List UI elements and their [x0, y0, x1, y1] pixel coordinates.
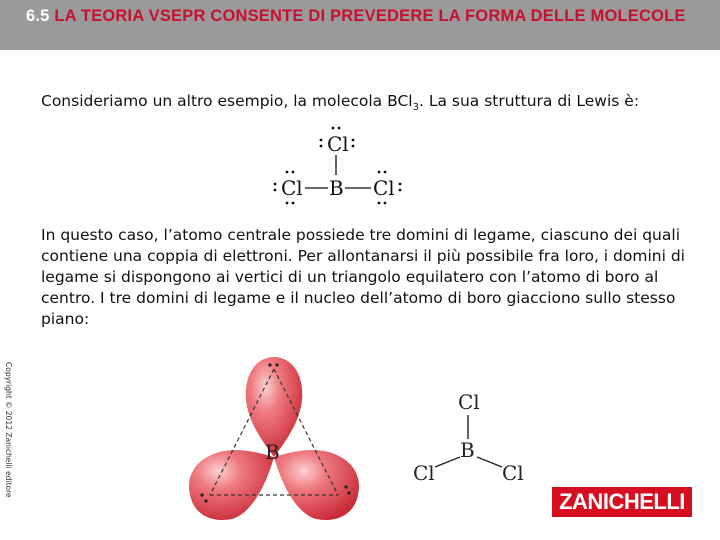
struct-right-cl: Cl	[502, 461, 524, 485]
explanation-paragraph: In questo caso, l’atomo centrale possiede tre domini di legame, ciascuno dei quali contiene una coppia di elettroni. Per allontanarsi il più possibile fra loro, i domini di legame si dispongono ai vertici di un triangolo equilatero con l’atomo di boro al centro. I tre domini di legame e il nucleo dell’atomo di boro giacciono sullo stesso piano:	[41, 226, 685, 328]
slide-title	[26, 6, 686, 26]
orbital-model	[176, 355, 376, 525]
intro-text: Consideriamo un altro esempio, la molecola BCl	[41, 92, 413, 110]
lewis-right-cl: Cl	[373, 176, 395, 200]
left-lobe	[189, 450, 274, 520]
copyright-notice	[2, 362, 16, 532]
struct-bond-right	[477, 457, 502, 467]
lewis-left-cl: Cl	[281, 176, 303, 200]
structural-formula	[405, 385, 535, 485]
right-lobe	[274, 450, 359, 520]
lewis-structure	[265, 124, 425, 206]
formula-subscript: 3	[412, 102, 419, 114]
intro-text-end: . La sua struttura di Lewis è:	[418, 92, 640, 110]
header-bar	[0, 0, 720, 50]
lewis-top-cl: Cl	[327, 132, 349, 156]
title-text: LA TEORIA VSEPR CONSENTE DI PREVEDERE LA FORMA DELLE MOLECOLE	[54, 7, 686, 25]
struct-center-b: B	[460, 438, 475, 462]
section-number: 6.5	[26, 7, 50, 25]
intro-paragraph	[41, 91, 681, 118]
copyright-text: Copyright © 2012 Zanichelli editore	[4, 362, 13, 498]
struct-left-cl: Cl	[413, 461, 435, 485]
struct-top-cl: Cl	[458, 390, 480, 414]
struct-bond-left	[435, 457, 460, 467]
zanichelli-logo: ZANICHELLI	[552, 487, 692, 517]
lewis-center-b: B	[329, 176, 344, 200]
orbital-center-b: B	[265, 440, 280, 464]
